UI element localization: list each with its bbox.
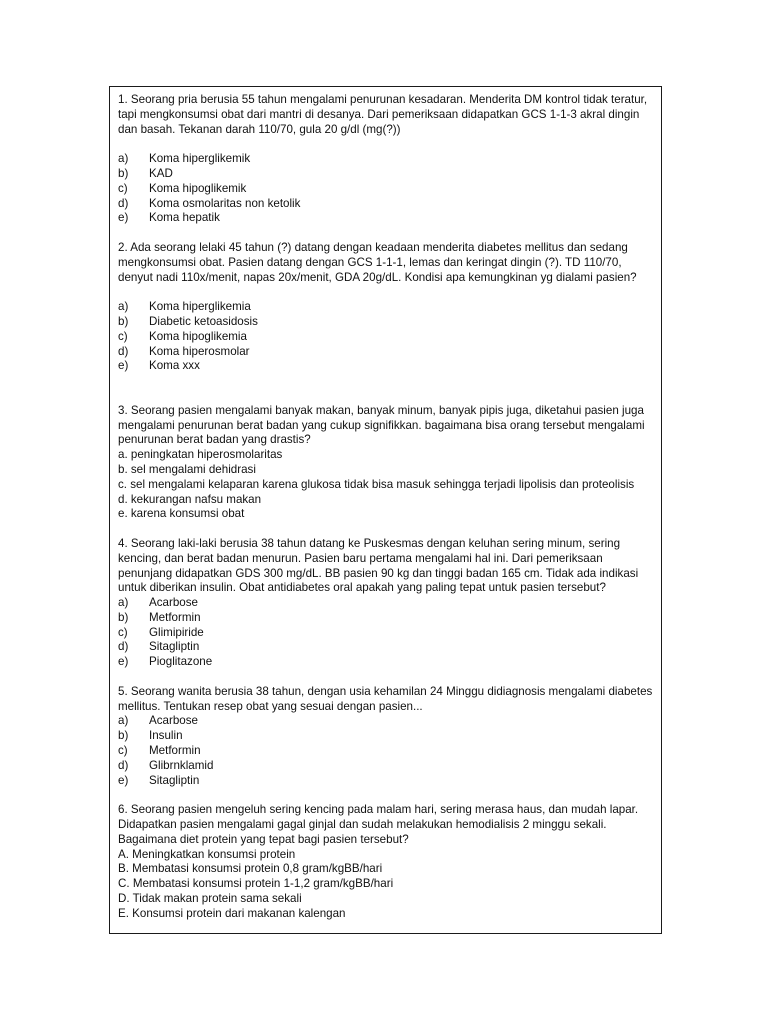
option-line: E. Konsumsi protein dari makanan kalengan (118, 906, 346, 920)
question-4-stem: 4. Seorang laki-laki berusia 38 tahun datang ke Puskesmas dengan keluhan sering minum, sering kencing, dan berat badan menurun. Pasien baru pertama mengalami hal ini. Dari pemeriksaan penunjang didapatkan GDS 300 mg/dL. BB pasien 90 kg dan tinggi badan 165 cm. Tidak ada indikasi untuk diberikan insulin. Obat antidiabetes oral apakah yang paling tepat untuk pasien tersebut? (118, 536, 639, 595)
option-text: KAD (149, 166, 173, 180)
option-letter: b) (118, 314, 129, 328)
question-6-options (118, 848, 653, 922)
option-text: Acarbose (149, 596, 198, 610)
option-letter: d) (118, 640, 129, 654)
option-line: D. Tidak makan protein sama sekali (118, 892, 302, 906)
question-2 (118, 241, 653, 374)
question-1-options (118, 152, 653, 226)
option-text: Sitagliptin (149, 640, 200, 654)
option (118, 345, 653, 360)
option (118, 359, 653, 374)
question-6-stem: 6. Seorang pasien mengeluh sering kencing pada malam hari, sering merasa haus, dan mudah lapar. Didapatkan pasien mengalami gagal ginjal dan sudah melakukan hemodialisis 2 minggu sekali. Bagaimana diet protein yang tepat bagi pasien tersebut? (118, 803, 639, 846)
option-text: Koma hipoglikemia (149, 329, 247, 343)
option-line: A. Meningkatkan konsumsi protein (118, 847, 296, 861)
option-letter: b) (118, 166, 129, 180)
option-letter: a) (118, 300, 129, 314)
question-3-stem: 3. Seorang pasien mengalami banyak makan, banyak minum, banyak pipis juga, diketahui pasien juga mengalami penurunan berat badan yang cukup signifikkan. bagaimana bisa orang tersebut mengalami penurunan berat badan yang drastis? (118, 403, 645, 447)
option (118, 759, 653, 774)
option (118, 744, 653, 759)
option (118, 197, 653, 212)
option-line: a. peningkatan hiperosmolaritas (118, 448, 283, 462)
option (118, 167, 653, 182)
option-text: Insulin (149, 729, 183, 743)
option (118, 596, 653, 611)
option-text: Koma hiperosmolar (149, 344, 250, 358)
question-4 (118, 537, 653, 670)
question-4-options (118, 596, 653, 670)
option-letter: c) (118, 744, 128, 758)
option (118, 640, 653, 655)
option-text: Metformin (149, 610, 201, 624)
option-text: Glibrnklamid (149, 758, 214, 772)
option (118, 655, 653, 670)
question-5-options (118, 714, 653, 788)
option-letter: c) (118, 329, 128, 343)
option (118, 729, 653, 744)
question-5 (118, 685, 653, 789)
option-letter: c) (118, 625, 128, 639)
option-text: Sitagliptin (149, 773, 200, 787)
option (118, 182, 653, 197)
option-letter: a) (118, 596, 129, 610)
option-text: Pioglitazone (149, 655, 213, 669)
option-text: Koma hepatik (149, 211, 220, 225)
option-line: b. sel mengalami dehidrasi (118, 462, 256, 476)
option-letter: c) (118, 181, 128, 195)
option-text: Glimipiride (149, 625, 204, 639)
question-2-stem: 2. Ada seorang lelaki 45 tahun (?) datang dengan keadaan menderita diabetes mellitus dan sedang mengkonsumsi obat. Pasien datang dengan GCS 1-1-1, lemas dan keringat dingin (?). TD 110/70, denyut nadi 110x/menit, napas 20x/menit, GDA 20g/dL. Kondisi apa kemungkinan yg dialami pasien? (118, 240, 637, 284)
option-line: d. kekurangan nafsu makan (118, 492, 262, 506)
option-text: Metformin (149, 744, 201, 758)
option (118, 774, 653, 789)
option-letter: e) (118, 211, 129, 225)
option (118, 300, 653, 315)
option-letter: a) (118, 152, 129, 166)
question-list (118, 93, 653, 922)
question-3 (118, 404, 653, 522)
question-box (109, 86, 662, 934)
option-letter: a) (118, 714, 129, 728)
option-letter: e) (118, 359, 129, 373)
question-3-options (118, 448, 653, 522)
option (118, 315, 653, 330)
option (118, 211, 653, 226)
option-line: c. sel mengalami kelaparan karena glukosa tidak bisa masuk sehingga terjadi lipolisis dan proteolisis (118, 477, 635, 491)
option-letter: b) (118, 610, 129, 624)
question-5-stem: 5. Seorang wanita berusia 38 tahun, dengan usia kehamilan 24 Minggu didiagnosis mengalami diabetes mellitus. Tentukan resep obat yang sesuai dengan pasien... (118, 684, 653, 713)
option (118, 626, 653, 641)
option-line: C. Membatasi konsumsi protein 1-1,2 gram/kgBB/hari (118, 877, 394, 891)
option-text: Koma osmolaritas non ketolik (149, 196, 301, 210)
option-text: Koma hipoglikemik (149, 181, 247, 195)
option-letter: b) (118, 729, 129, 743)
option-line: e. karena konsumsi obat (118, 507, 245, 521)
option (118, 330, 653, 345)
option (118, 611, 653, 626)
option-text: Diabetic ketoasidosis (149, 314, 258, 328)
option (118, 714, 653, 729)
question-1-stem: 1. Seorang pria berusia 55 tahun mengalami penurunan kesadaran. Menderita DM kontrol tidak teratur, tapi mengkonsumsi obat dari mantri di desanya. Dari pemeriksaan didapatkan GCS 1-1-3 akral dingin dan basah. Tekanan darah 110/70, gula 20 g/dl (mg(?)) (118, 93, 648, 136)
option-letter: e) (118, 655, 129, 669)
option-letter: d) (118, 196, 129, 210)
option-letter: d) (118, 344, 129, 358)
option-text: Koma xxx (149, 359, 200, 373)
question-6 (118, 803, 653, 921)
option-letter: e) (118, 773, 129, 787)
question-2-options (118, 300, 653, 374)
option-line: B. Membatasi konsumsi protein 0,8 gram/kgBB/hari (118, 862, 383, 876)
option (118, 152, 653, 167)
question-1 (118, 93, 653, 226)
option-text: Koma hiperglikemia (149, 300, 251, 314)
option-text: Koma hiperglikemik (149, 152, 251, 166)
option-text: Acarbose (149, 714, 198, 728)
option-letter: d) (118, 758, 129, 772)
